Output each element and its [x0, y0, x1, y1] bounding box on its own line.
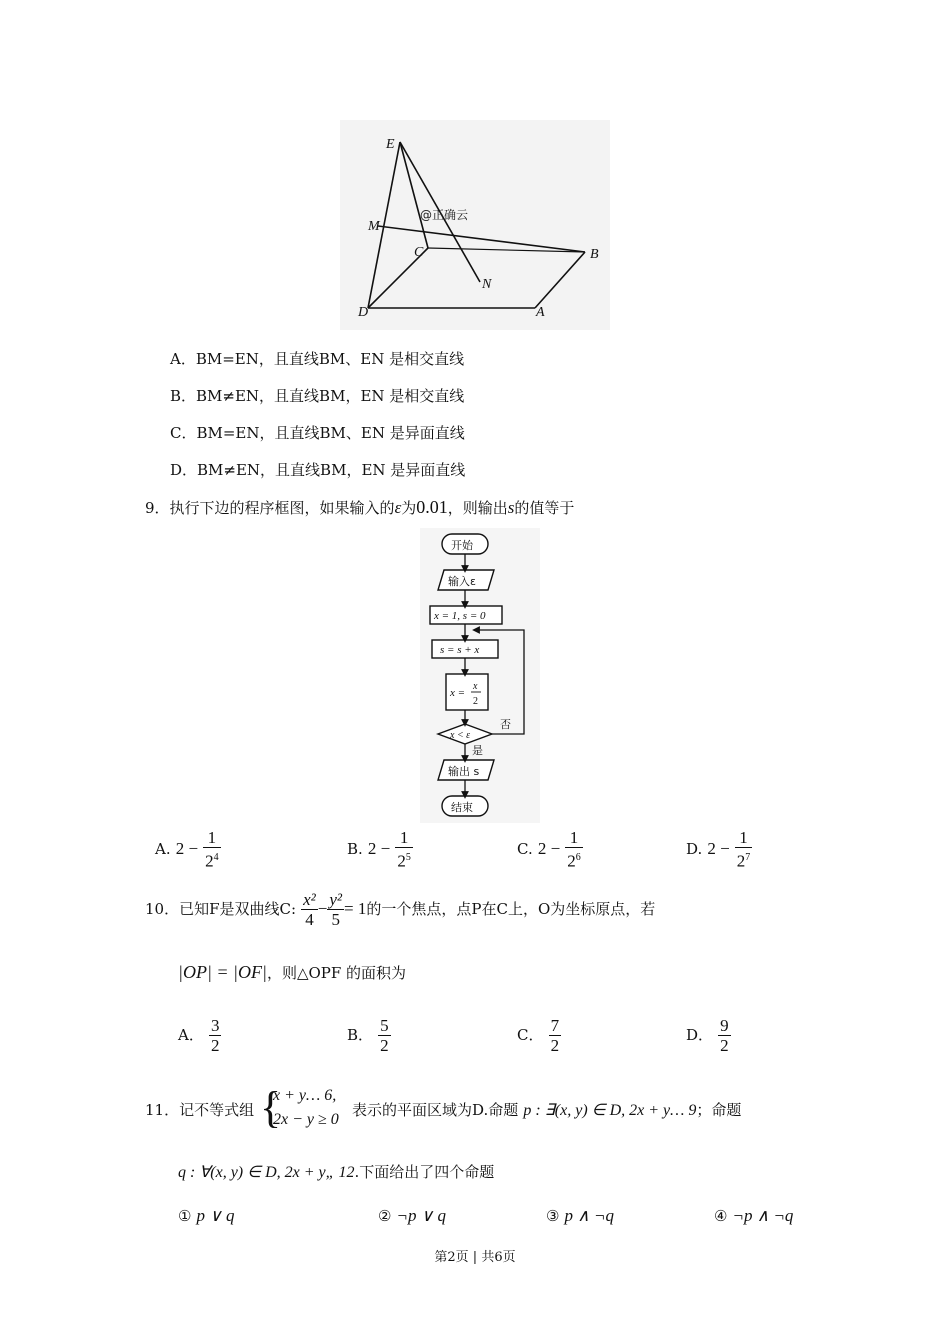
frac-den: 2: [210, 1036, 220, 1055]
option-text: BM=EN，且直线BM、EN 是异面直线: [196, 424, 465, 442]
start-label: 开始: [451, 539, 473, 552]
half-lhs: x =: [450, 687, 466, 699]
option-prefix: 2 −: [537, 838, 561, 858]
flowchart: [420, 528, 540, 823]
q11-number-lead: [145, 1100, 254, 1120]
frac-den: 2: [550, 1036, 560, 1055]
question-number: 10．: [145, 900, 180, 918]
stem-part: .下面给出了四个命题: [354, 1163, 495, 1181]
frac-den: 2: [380, 1036, 389, 1055]
option-prefix: 2 −: [707, 838, 730, 858]
flowchart-svg: [420, 528, 540, 823]
label-n: N: [482, 277, 492, 292]
inequality-1: x + y… 6,: [273, 1087, 337, 1104]
stem-part: ，则输出: [447, 499, 508, 517]
q10-option-a: [178, 1016, 221, 1055]
label-a: A: [536, 305, 545, 320]
proposition-1: [178, 1206, 235, 1226]
option-letter: D．: [686, 1026, 714, 1044]
init-label: x = 1, s = 0: [434, 610, 486, 622]
yes-label: 是: [472, 744, 483, 757]
option-prefix: 2 −: [367, 838, 391, 858]
stem-part: 表示的平面区域为D.命题: [352, 1101, 519, 1119]
cond-label: x < ε: [450, 730, 471, 741]
frac-den-exp: 5: [405, 852, 411, 863]
frac-den: 5: [331, 910, 340, 929]
proposition-2: [378, 1206, 446, 1226]
option-text: BM≠EN，且直线BM，EN 是相交直线: [196, 387, 465, 405]
option-text: BM=EN，且直线BM、EN 是相交直线: [195, 350, 465, 368]
var-s: s: [507, 498, 515, 517]
option-prefix: 2 −: [175, 838, 199, 858]
frac-den-base: 2: [736, 851, 746, 871]
frac-num: y²: [329, 890, 343, 909]
frac-den-exp: 7: [745, 852, 751, 863]
proposition-q: q : ∀(x, y) ∈ D, 2x + y„ 12: [178, 1164, 355, 1181]
abs-equation: |OP| = |OF|: [178, 962, 267, 982]
stem-part: 执行下边的程序框图，如果输入的: [169, 499, 395, 517]
page-footer: 第2页 | 共6页: [434, 1250, 516, 1265]
frac-den-exp: 4: [213, 852, 219, 863]
option-letter: C．: [170, 424, 197, 442]
label-e: E: [386, 137, 395, 152]
end-label: 结束: [451, 801, 473, 814]
question-number: 11．: [145, 1101, 180, 1119]
prop-expr: p ∧ ¬q: [564, 1206, 614, 1225]
frac-den-base: 2: [205, 851, 214, 871]
sum-label: s = s + x: [440, 644, 480, 656]
watermark: @正确云: [420, 208, 469, 222]
stem-part: 记不等式组: [179, 1101, 255, 1119]
system-brace: {: [260, 1083, 282, 1132]
label-m: M: [368, 219, 380, 234]
output-label: 输出 s: [448, 765, 480, 778]
pyramid-diagram: [340, 120, 610, 330]
proposition-3: [546, 1206, 614, 1226]
frac-num: 5: [380, 1016, 389, 1035]
option-letter: A.: [155, 839, 171, 858]
frac-num: 3: [210, 1016, 220, 1035]
frac-num: 7: [550, 1016, 560, 1035]
prop-mark: ②: [378, 1207, 392, 1225]
inequality-system: [273, 1084, 339, 1132]
minus-sign: −: [317, 899, 328, 918]
question-number: 9．: [145, 499, 170, 517]
q8-option-a: [170, 349, 464, 369]
frac-den-base: 2: [397, 851, 406, 871]
prop-expr: ¬p ∨ q: [396, 1206, 446, 1225]
frac-den: 2: [720, 1036, 729, 1055]
frac-num: 1: [395, 828, 413, 848]
stem-part: 的值等于: [514, 499, 575, 517]
q8-option-b: [170, 386, 464, 406]
stem-part: 已知F是双曲线C:: [179, 900, 297, 918]
q10-line2: [178, 962, 406, 983]
option-letter: A．: [178, 1026, 204, 1044]
no-label: 否: [500, 718, 511, 731]
q9-option-d: [686, 828, 752, 871]
q9-stem: [145, 497, 574, 518]
frac-num: 1: [735, 828, 753, 848]
q9-option-b: [347, 828, 413, 871]
option-letter: C．: [517, 1026, 544, 1044]
stem-part: 为: [401, 499, 417, 517]
option-letter: A．: [170, 350, 196, 368]
q10-option-b: [347, 1016, 391, 1055]
prop-expr: p ∨ q: [196, 1206, 235, 1225]
label-d: D: [358, 305, 369, 320]
option-letter: B．: [170, 387, 197, 405]
option-letter: D.: [686, 839, 703, 858]
label-c: C: [414, 245, 424, 260]
q8-option-c: [170, 423, 465, 443]
stem-part: ，则△OPF 的面积为: [266, 964, 407, 982]
prop-mark: ①: [178, 1207, 192, 1225]
frac-num: x²: [303, 890, 316, 909]
epsilon-value: 0.01: [416, 497, 448, 517]
option-text: BM≠EN，且直线BM，EN 是异面直线: [197, 461, 466, 479]
option-letter: B．: [347, 1026, 374, 1044]
inequality-2: 2x − y ≥ 0: [273, 1111, 339, 1128]
prop-expr: ¬p ∧ ¬q: [732, 1206, 794, 1225]
frac-den: 4: [305, 910, 314, 929]
q10-stem: [145, 890, 655, 929]
half-num: x: [473, 681, 478, 692]
q9-option-c: [517, 828, 583, 871]
stem-part: ；命题: [696, 1101, 742, 1119]
frac-num: 1: [565, 828, 583, 848]
geometry-figure: [340, 120, 610, 330]
q11-stem-rest: [352, 1100, 741, 1120]
option-letter: B.: [347, 839, 363, 858]
half-den: 2: [473, 696, 478, 707]
label-b: B: [590, 247, 599, 262]
frac-den-base: 2: [567, 851, 576, 871]
prop-mark: ④: [714, 1207, 728, 1225]
proposition-p: p : ∃(x, y) ∈ D, 2x + y… 9: [523, 1102, 697, 1119]
prop-mark: ③: [546, 1207, 560, 1225]
equals: = 1: [344, 899, 367, 918]
q10-option-d: [686, 1016, 731, 1055]
q11-line2: [178, 1162, 494, 1182]
proposition-4: [714, 1206, 793, 1226]
q10-option-c: [517, 1016, 561, 1055]
q9-option-a: [155, 828, 221, 871]
q8-option-d: [170, 460, 465, 480]
frac-num: 1: [203, 828, 221, 848]
frac-den-exp: 6: [575, 852, 581, 863]
option-letter: D．: [170, 461, 198, 479]
input-label: 输入ε: [448, 575, 476, 588]
option-letter: C.: [517, 839, 533, 858]
frac-num: 9: [720, 1016, 729, 1035]
stem-part: 的一个焦点，点P在C上，O为坐标原点，若: [366, 900, 656, 918]
epsilon: ε: [394, 498, 402, 517]
